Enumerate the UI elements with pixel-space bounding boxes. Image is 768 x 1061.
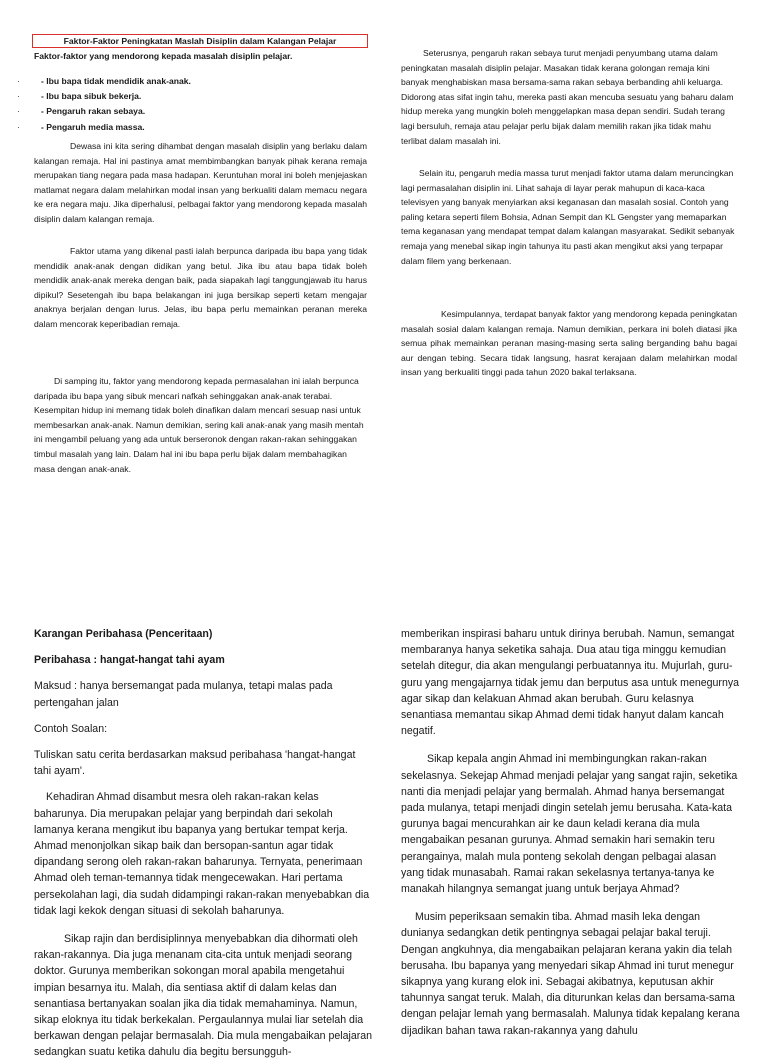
question-text: Tuliskan satu cerita berdasarkan maksud peribahasa 'hangat-hangat tahi ayam'. — [34, 749, 356, 778]
list-item: · - Pengaruh media massa. — [0, 120, 360, 135]
essay-right-column — [401, 626, 741, 1039]
paragraph-factor-3: Seterusnya, pengaruh rakan sebaya turut menjadi penyumbang utama dalam peningkatan masalah disiplin pelajar. Masakan tidak kerana golongan remaja kini banyak menghabiskan masa bersama-sama rakan sebaya berbanding ahli keluarga. Didorong atas sifat ingin tahu, mereka pasti akan mencuba sesuatu yang baharu dalam hidup mereka yang mungkin boleh menggelapkan masa depan sendiri. Sudah terang lagi bersuluh, remaja atau pelajar perlu bijak dalam memilih rakan jika tidak mahu terlibat dalam masalah ini. — [401, 48, 734, 146]
essay-subtitle: Faktor-faktor yang mendorong kepada masalah disiplin pelajar. — [34, 51, 293, 61]
bullet-mark: · — [17, 121, 20, 132]
essay-left-column — [34, 626, 374, 1061]
factor-list — [0, 74, 360, 135]
story-paragraph-5: Musim peperiksaan semakin tiba. Ahmad masih leka dengan dunianya sedangkan detik pentingnya sebagai pelajar bakal teruji. Dengan angkuhnya, dia mengabaikan pelajaran kerana yakin dia telah berusaha. Ibu bapanya yang menyedari sikap Ahmad ini turut menegur sikapnya yang kurang elok ini. Sebagai akibatnya, keputusan akhir tahunnya sangat teruk. Malah, dia diturunkan kelas dan bersama-sama dengan pelajar lemah yang bermasalah. Malunya tidak kepalang kerana dijadikan bahan tawa rakan-rakannya yang dahulu — [401, 911, 740, 1037]
list-item: · - Ibu bapa sibuk bekerja. — [0, 89, 360, 104]
essay-title-box — [32, 34, 368, 48]
contoh-soalan-label: Contoh Soalan: — [34, 722, 108, 735]
list-item: · - Pengaruh rakan sebaya. — [0, 104, 360, 119]
bullet-mark: · — [17, 106, 20, 117]
story-paragraph-1: Kehadiran Ahmad disambut mesra oleh rakan-rakan kelas baharunya. Dia merupakan pelajar yang berpindah dari sekolah lamanya kerana mengikut ibu bapanya yang bertukar tempat kerja. Ahmad menonjolkan sikap baik dan bersopan-santun agar tidak dipandang serong oleh rakan-rakan baharunya. Ternyata, penerimaan Ahmad oleh teman-temannya tidak mengecewakan. Hari pertama persekolahan lagi, dia sudah didampingi rakan-rakan menyebabkan dia tidak lagi kekok dengan situasi di sekolah baharunya. — [34, 791, 370, 917]
list-item: · - Ibu bapa tidak mendidik anak-anak. — [0, 74, 360, 89]
story-paragraph-3: memberikan inspirasi baharu untuk dirinya berubah. Namun, semangat membaranya hanya seketika sahaja. Dua atau tiga minggu kemudian setelah ditegur, dia akan mengulangi perbuatannya itu. Mujurlah, guru-guru yang mengajarnya tidak jemu dan berputus asa untuk menegurnya agar sikap dan kelakuan Ahmad akan berubah. Guru kelasnya senantiasa memantau sikap Ahmad demi tidak hanyut dalam kancah negatif. — [401, 628, 740, 738]
document-page-bottom — [0, 590, 768, 1059]
paragraph-intro: Dewasa ini kita sering dihambat dengan masalah disiplin yang berlaku dalam kalangan remaja. Hal ini pastinya amat membimbangkan banyak pihak kerana remaja merupakan tiang negara pada masa hadapan. Keruntuhan moral ini boleh menjejaskan matlamat negara dalam melahirkan modal insan yang berkualiti dalam memacu negara ke era negara maju. Jika diperhalusi, pelbagai faktor yang mendorong kepada masalah disiplin dalam kalangan remaja. — [34, 141, 367, 224]
story-paragraph-4: Sikap kepala angin Ahmad ini membingungkan rakan-rakan sekelasnya. Sekejap Ahmad menjadi pelajar yang sangat rajin, seketika nanti dia menjadi pelajar yang bermalah. Ahmad hanya bersemangat pada mulanya, tetapi menjadi dingin setelah jemu berusaha. Kata-kata gurunya bagai mencurahkan air ke daun keladi kerana dia mula mengabaikan pesanan gurunya. Ahmad semakin hari semakin teru perangainya, malah mula ponteng sekolah dengan pelbagai alasan yang tidak munasabah. Ramai rakan sekelasnya tertanya-tanya ke manakah hilangnya semangat juang untuk berjaya Ahmad? — [401, 753, 738, 896]
paragraph-factor-1: Faktor utama yang dikenal pasti ialah berpunca daripada ibu bapa yang tidak mendidik anak-anak dengan didikan yang betul. Jika ibu atau bapa tidak boleh mendidik anak-anak mereka dengan baik, pada siapakah lagi tanggungjawab itu harus dipikul? Sesetengah ibu bapa belakangan ini juga bersikap seperti ketam mengajar anaknya berjalan dengan lurus. Jelas, ibu bapa perlu memainkan peranan mereka dalam mencorak keperibadian remaja. — [34, 246, 367, 329]
maksud-line: Maksud : hanya bersemangat pada mulanya, tetapi malas pada pertengahan jalan — [34, 680, 333, 709]
paragraph-factor-4: Selain itu, pengaruh media massa turut menjadi faktor utama dalam meruncingkan lagi permasalahan disiplin ini. Lihat sahaja di layar perak mahupun di kaca-kaca televisyen yang banyak menyiarkan aksi keganasan dan masalah sosial. Contoh yang paling ketara seperti filem Bohsia, Adnan Sempit dan KL Gengster yang memaparkan tema keganasan yang mendapat tempat dalam kalangan masyarakat. Sedikit sebanyak remaja yang menebal sikap ingin tahunya itu pasti akan mengikut aksi yang terpapar dalam filem yang berkenaan. — [401, 168, 735, 266]
page-heading: Karangan Peribahasa (Penceritaan) — [34, 628, 213, 640]
essay-title: Faktor-Faktor Peningkatan Maslah Disiplin dalam Kalangan Pelajar — [63, 36, 337, 46]
bullet-mark: · — [17, 91, 20, 102]
story-paragraph-2: Sikap rajin dan berdisiplinnya menyebabkan dia dihormati oleh rakan-rakannya. Dia juga menanam cita-cita untuk menjadi seorang doktor. Gurunya memberikan sokongan moral apabila mengetahui impian besarnya itu. Malah, dia sentiasa aktif di dalam kelas dan senantiasa bertanyakan soalan jika dia tidak memahaminya. Namun, sikap eloknya itu tidak berkekalan. Pergaulannya mulai liar setelah dia berkawan dengan pelajar bermasalah. Dia mula mengabaikan pelajaran sedangkan suatu ketika dahulu dia begitu bersungguh- — [34, 933, 373, 1059]
bullet-mark: · — [17, 76, 20, 86]
peribahasa-line: Peribahasa : hangat-hangat tahi ayam — [34, 654, 225, 667]
paragraph-factor-2: Di samping itu, faktor yang mendorong kepada permasalahan ini ialah berpunca daripada ibu bapa yang sibuk mencari nafkah sehinggakan anak-anak terabai. Kesempitan hidup ini memang tidak boleh dinafikan dalam mencari sesuap nasi untuk membesarkan anak-anak. Namun demikian, sering kali anak-anak yang masih mentah ini mengambil peluang yang ada untuk berseronok dengan rakan-rakan sehinggakan timbul masalah yang lain. Dalam hal ini ibu bapa perlu bijak dalam membahagikan masa dengan anak-anak. — [34, 376, 364, 474]
paragraph-conclusion: Kesimpulannya, terdapat banyak faktor yang mendorong kepada peningkatan masalah sosial dalam kalangan remaja. Namun demikian, perkara ini boleh diatasi jika semua pihak memainkan peranan masing-masing serta saling berganding bahu bagai aur dengan tebing. Secara tidak langsung, hasrat kerajaan dalam melahirkan modal insan yang berkualiti tinggi pada tahun 2020 bakal terlaksana. — [401, 309, 737, 378]
